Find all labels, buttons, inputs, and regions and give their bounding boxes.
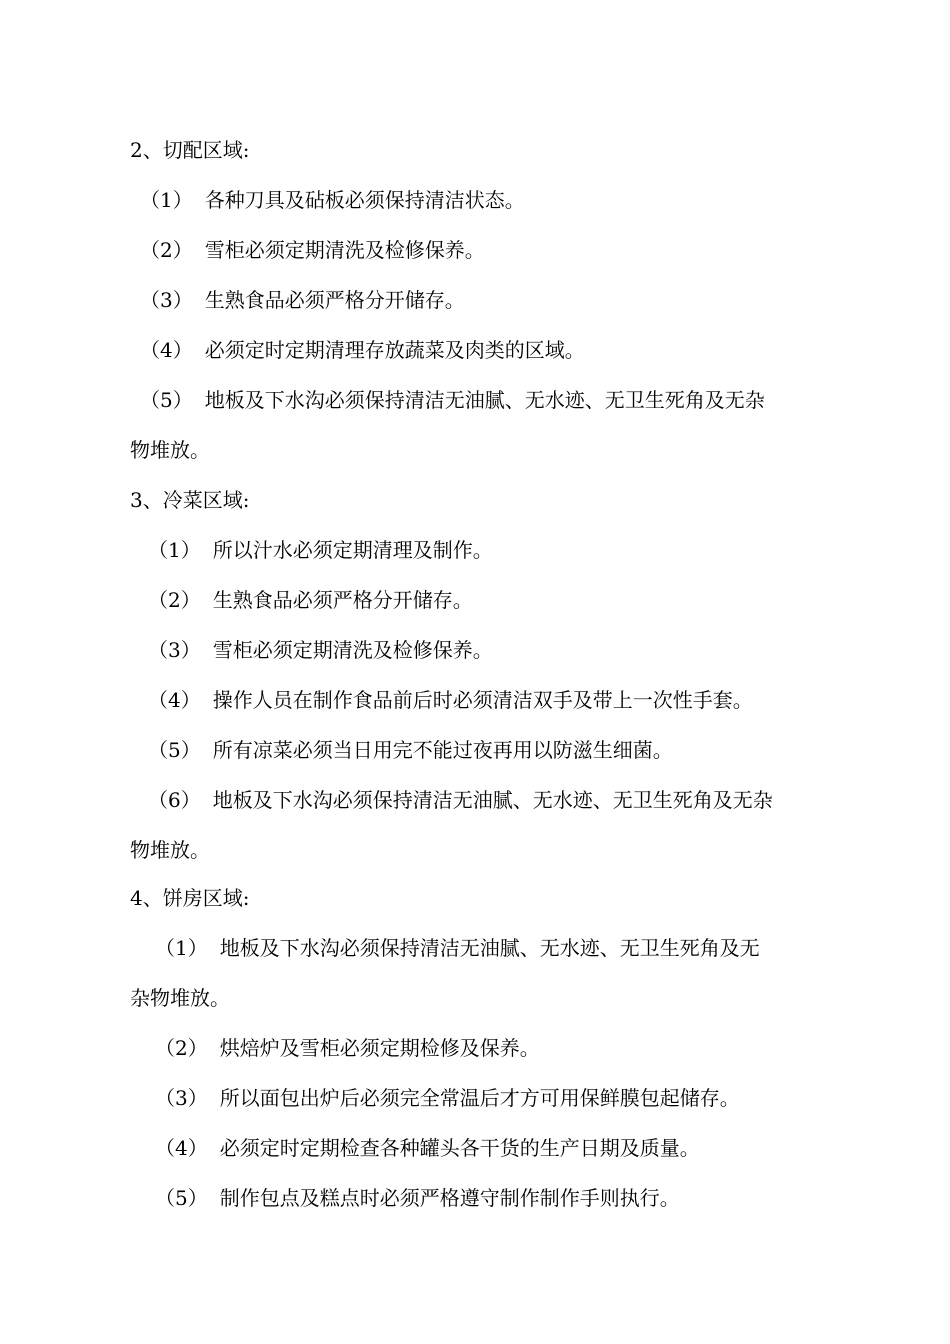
section-heading: 2、切配区域:	[130, 138, 250, 162]
list-item	[140, 186, 525, 214]
item-number: （5）	[155, 1186, 208, 1210]
section-heading: 4、饼房区域:	[130, 886, 250, 910]
list-item	[155, 1084, 740, 1112]
item-text: 操作人员在制作食品前后时必须清洁双手及带上一次性手套。	[212, 688, 753, 712]
list-item	[148, 736, 673, 764]
list-item	[148, 686, 753, 714]
item-number: （5）	[148, 738, 201, 762]
item-number: （6）	[148, 788, 201, 812]
list-item	[148, 636, 493, 664]
item-text: 生熟食品必须严格分开储存。	[212, 588, 473, 612]
list-item	[155, 1134, 700, 1162]
item-text: 生熟食品必须严格分开储存。	[204, 288, 465, 312]
list-item	[155, 934, 760, 962]
item-number: （1）	[148, 538, 201, 562]
list-item	[155, 1184, 680, 1212]
item-number: （2）	[148, 588, 201, 612]
item-number: （4）	[140, 338, 193, 362]
item-number: （2）	[155, 1036, 208, 1060]
item-number: （2）	[140, 238, 193, 262]
item-number: （4）	[155, 1136, 208, 1160]
item-continuation: 杂物堆放。	[130, 986, 230, 1010]
list-item	[148, 586, 473, 614]
item-text: 所以面包出炉后必须完全常温后才方可用保鲜膜包起储存。	[219, 1086, 740, 1110]
item-text: 必须定时定期检查各种罐头各干货的生产日期及质量。	[219, 1136, 700, 1160]
item-text: 各种刀具及砧板必须保持清洁状态。	[204, 188, 525, 212]
item-continuation: 物堆放。	[130, 838, 210, 862]
list-item	[140, 336, 585, 364]
list-item	[155, 1034, 540, 1062]
list-item	[140, 236, 485, 264]
list-item	[140, 386, 765, 414]
item-continuation: 物堆放。	[130, 438, 210, 462]
item-number: （1）	[155, 936, 208, 960]
item-text: 地板及下水沟必须保持清洁无油腻、无水迹、无卫生死角及无杂	[212, 788, 773, 812]
section-heading: 3、冷菜区域:	[130, 488, 250, 512]
list-item	[140, 286, 465, 314]
item-number: （3）	[155, 1086, 208, 1110]
item-number: （3）	[148, 638, 201, 662]
item-text: 所以汁水必须定期清理及制作。	[212, 538, 493, 562]
item-number: （5）	[140, 388, 193, 412]
item-text: 雪柜必须定期清洗及检修保养。	[204, 238, 485, 262]
item-number: （3）	[140, 288, 193, 312]
item-text: 雪柜必须定期清洗及检修保养。	[212, 638, 493, 662]
item-text: 地板及下水沟必须保持清洁无油腻、无水迹、无卫生死角及无杂	[204, 388, 765, 412]
item-number: （1）	[140, 188, 193, 212]
item-text: 制作包点及糕点时必须严格遵守制作制作手则执行。	[219, 1186, 680, 1210]
item-text: 地板及下水沟必须保持清洁无油腻、无水迹、无卫生死角及无	[219, 936, 760, 960]
item-text: 所有凉菜必须当日用完不能过夜再用以防滋生细菌。	[212, 738, 673, 762]
item-number: （4）	[148, 688, 201, 712]
item-text: 必须定时定期清理存放蔬菜及肉类的区域。	[204, 338, 585, 362]
list-item	[148, 536, 493, 564]
item-text: 烘焙炉及雪柜必须定期检修及保养。	[219, 1036, 540, 1060]
list-item	[148, 786, 773, 814]
